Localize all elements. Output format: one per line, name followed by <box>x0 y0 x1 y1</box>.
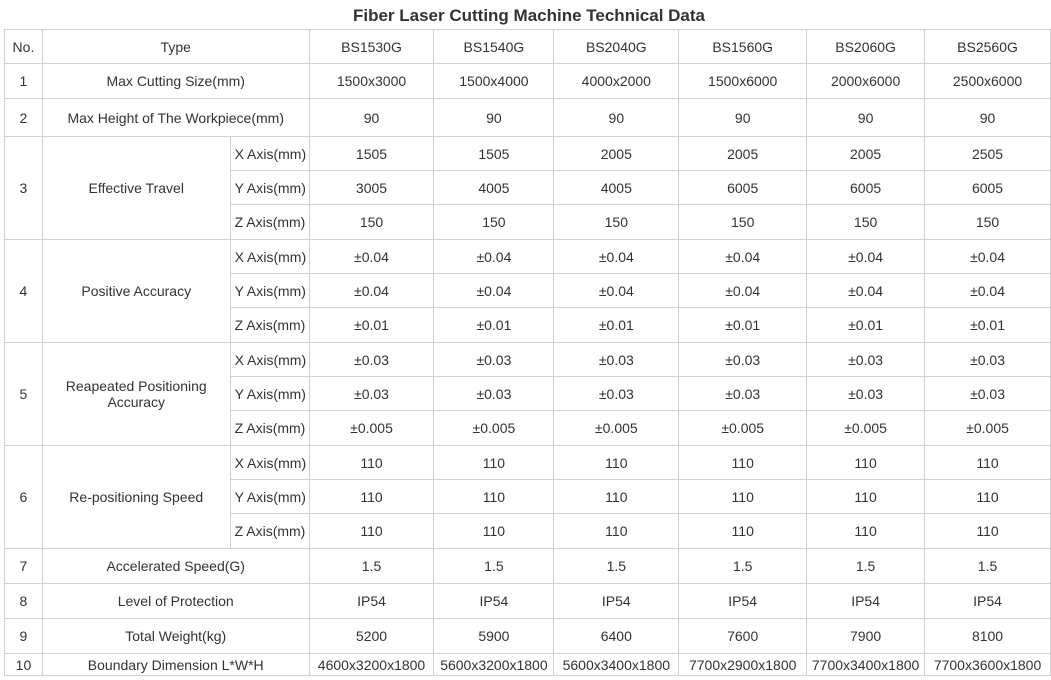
cell-value: 90 <box>925 99 1051 137</box>
table-row <box>5 240 1051 274</box>
cell-value: ±0.04 <box>925 274 1051 308</box>
table-row <box>5 584 1051 619</box>
cell-value: ±0.04 <box>434 240 554 274</box>
cell-value: 5600x3400x1800 <box>554 654 679 676</box>
cell-value: 110 <box>309 480 434 514</box>
cell-value: 1500x4000 <box>434 64 554 99</box>
row-number: 5 <box>5 343 43 446</box>
cell-value: 1.5 <box>925 549 1051 584</box>
cell-value: ±0.04 <box>679 274 807 308</box>
axis-label: Y Axis(mm) <box>230 377 309 411</box>
cell-value: 110 <box>434 480 554 514</box>
cell-value: 110 <box>807 446 925 480</box>
cell-value: 150 <box>309 205 434 240</box>
cell-value: ±0.03 <box>679 377 807 411</box>
cell-value: 150 <box>807 205 925 240</box>
axis-label: X Axis(mm) <box>230 240 309 274</box>
cell-value: 90 <box>807 99 925 137</box>
cell-value: 5200 <box>309 619 434 654</box>
cell-value: 7700x3600x1800 <box>925 654 1051 676</box>
cell-value: 6005 <box>679 171 807 205</box>
cell-value: ±0.03 <box>434 377 554 411</box>
header-model: BS1530G <box>309 30 434 64</box>
cell-value: IP54 <box>925 584 1051 619</box>
cell-value: IP54 <box>434 584 554 619</box>
cell-value: ±0.04 <box>554 274 679 308</box>
table-row <box>5 654 1051 676</box>
cell-value: ±0.005 <box>309 411 434 446</box>
cell-value: 1505 <box>309 137 434 171</box>
cell-value: 6400 <box>554 619 679 654</box>
cell-value: ±0.03 <box>309 377 434 411</box>
cell-value: ±0.01 <box>309 308 434 343</box>
cell-value: 110 <box>925 514 1051 549</box>
cell-value: 8100 <box>925 619 1051 654</box>
row-label: Reapeated Positioning Accuracy <box>42 343 230 446</box>
cell-value: IP54 <box>309 584 434 619</box>
cell-value: 110 <box>554 480 679 514</box>
axis-label: Z Axis(mm) <box>230 308 309 343</box>
axis-label: Y Axis(mm) <box>230 171 309 205</box>
cell-value: 110 <box>807 480 925 514</box>
cell-value: ±0.03 <box>434 343 554 377</box>
header-model: BS2560G <box>925 30 1051 64</box>
cell-value: 4000x2000 <box>554 64 679 99</box>
cell-value: 2505 <box>925 137 1051 171</box>
row-label: Boundary Dimension L*W*H <box>42 654 309 676</box>
cell-value: 90 <box>434 99 554 137</box>
cell-value: 1.5 <box>309 549 434 584</box>
table-row <box>5 446 1051 480</box>
cell-value: ±0.04 <box>554 240 679 274</box>
cell-value: 2500x6000 <box>925 64 1051 99</box>
cell-value: 1500x6000 <box>679 64 807 99</box>
table-row <box>5 343 1051 377</box>
header-model: BS2060G <box>807 30 925 64</box>
row-label: Positive Accuracy <box>42 240 230 343</box>
cell-value: 7700x3400x1800 <box>807 654 925 676</box>
cell-value: 6005 <box>925 171 1051 205</box>
cell-value: ±0.03 <box>807 377 925 411</box>
cell-value: IP54 <box>679 584 807 619</box>
table-row <box>5 99 1051 137</box>
cell-value: ±0.01 <box>807 308 925 343</box>
cell-value: 90 <box>309 99 434 137</box>
axis-label: X Axis(mm) <box>230 446 309 480</box>
technical-data-table <box>4 29 1051 676</box>
axis-label: Y Axis(mm) <box>230 480 309 514</box>
header-model: BS1560G <box>679 30 807 64</box>
cell-value: ±0.04 <box>309 274 434 308</box>
cell-value: ±0.01 <box>434 308 554 343</box>
cell-value: 7600 <box>679 619 807 654</box>
cell-value: 1505 <box>434 137 554 171</box>
cell-value: ±0.04 <box>925 240 1051 274</box>
cell-value: 2000x6000 <box>807 64 925 99</box>
cell-value: 1.5 <box>434 549 554 584</box>
cell-value: ±0.03 <box>807 343 925 377</box>
cell-value: ±0.01 <box>679 308 807 343</box>
axis-label: Z Axis(mm) <box>230 205 309 240</box>
row-number: 7 <box>5 549 43 584</box>
cell-value: 110 <box>554 446 679 480</box>
cell-value: 1.5 <box>554 549 679 584</box>
row-number: 8 <box>5 584 43 619</box>
axis-label: X Axis(mm) <box>230 343 309 377</box>
axis-label: X Axis(mm) <box>230 137 309 171</box>
cell-value: ±0.03 <box>925 343 1051 377</box>
cell-value: ±0.03 <box>309 343 434 377</box>
cell-value: ±0.04 <box>807 240 925 274</box>
cell-value: 150 <box>554 205 679 240</box>
row-label: Max Height of The Workpiece(mm) <box>42 99 309 137</box>
cell-value: ±0.01 <box>925 308 1051 343</box>
cell-value: 110 <box>554 514 679 549</box>
cell-value: 110 <box>679 480 807 514</box>
cell-value: 90 <box>679 99 807 137</box>
axis-label: Z Axis(mm) <box>230 411 309 446</box>
cell-value: ±0.04 <box>807 274 925 308</box>
cell-value: ±0.01 <box>554 308 679 343</box>
table-row <box>5 549 1051 584</box>
cell-value: 3005 <box>309 171 434 205</box>
cell-value: ±0.005 <box>434 411 554 446</box>
cell-value: 4005 <box>554 171 679 205</box>
cell-value: 150 <box>679 205 807 240</box>
cell-value: ±0.005 <box>807 411 925 446</box>
table-row <box>5 137 1051 171</box>
axis-label: Y Axis(mm) <box>230 274 309 308</box>
cell-value: 110 <box>434 446 554 480</box>
cell-value: 2005 <box>554 137 679 171</box>
row-label: Re-positioning Speed <box>42 446 230 549</box>
cell-value: ±0.005 <box>925 411 1051 446</box>
cell-value: 110 <box>679 514 807 549</box>
row-number: 3 <box>5 137 43 240</box>
row-number: 2 <box>5 99 43 137</box>
row-label: Effective Travel <box>42 137 230 240</box>
cell-value: ±0.005 <box>554 411 679 446</box>
cell-value: 110 <box>925 480 1051 514</box>
cell-value: 150 <box>925 205 1051 240</box>
row-label: Accelerated Speed(G) <box>42 549 309 584</box>
header-type: Type <box>42 30 309 64</box>
cell-value: ±0.03 <box>554 377 679 411</box>
row-number: 6 <box>5 446 43 549</box>
row-number: 9 <box>5 619 43 654</box>
cell-value: 4600x3200x1800 <box>309 654 434 676</box>
cell-value: ±0.03 <box>554 343 679 377</box>
cell-value: 2005 <box>679 137 807 171</box>
cell-value: 110 <box>807 514 925 549</box>
header-no: No. <box>5 30 43 64</box>
cell-value: 110 <box>925 446 1051 480</box>
axis-label: Z Axis(mm) <box>230 514 309 549</box>
table-row <box>5 64 1051 99</box>
cell-value: ±0.03 <box>679 343 807 377</box>
cell-value: 110 <box>309 514 434 549</box>
cell-value: 7700x2900x1800 <box>679 654 807 676</box>
cell-value: ±0.04 <box>679 240 807 274</box>
cell-value: 110 <box>309 446 434 480</box>
cell-value: ±0.03 <box>925 377 1051 411</box>
cell-value: IP54 <box>554 584 679 619</box>
header-row <box>5 30 1051 64</box>
row-number: 1 <box>5 64 43 99</box>
cell-value: 5600x3200x1800 <box>434 654 554 676</box>
cell-value: ±0.04 <box>309 240 434 274</box>
table-row <box>5 619 1051 654</box>
header-model: BS1540G <box>434 30 554 64</box>
cell-value: ±0.04 <box>434 274 554 308</box>
cell-value: 7900 <box>807 619 925 654</box>
cell-value: 110 <box>679 446 807 480</box>
page-title: Fiber Laser Cutting Machine Technical Data <box>352 6 706 25</box>
cell-value: 110 <box>434 514 554 549</box>
cell-value: IP54 <box>807 584 925 619</box>
row-number: 4 <box>5 240 43 343</box>
cell-value: 1.5 <box>679 549 807 584</box>
row-label: Level of Protection <box>42 584 309 619</box>
cell-value: 1500x3000 <box>309 64 434 99</box>
cell-value: ±0.005 <box>679 411 807 446</box>
cell-value: 2005 <box>807 137 925 171</box>
cell-value: 5900 <box>434 619 554 654</box>
cell-value: 150 <box>434 205 554 240</box>
header-model: BS2040G <box>554 30 679 64</box>
row-label: Max Cutting Size(mm) <box>42 64 309 99</box>
cell-value: 1.5 <box>807 549 925 584</box>
row-number: 10 <box>5 654 43 676</box>
row-label: Total Weight(kg) <box>42 619 309 654</box>
cell-value: 90 <box>554 99 679 137</box>
cell-value: 4005 <box>434 171 554 205</box>
cell-value: 6005 <box>807 171 925 205</box>
